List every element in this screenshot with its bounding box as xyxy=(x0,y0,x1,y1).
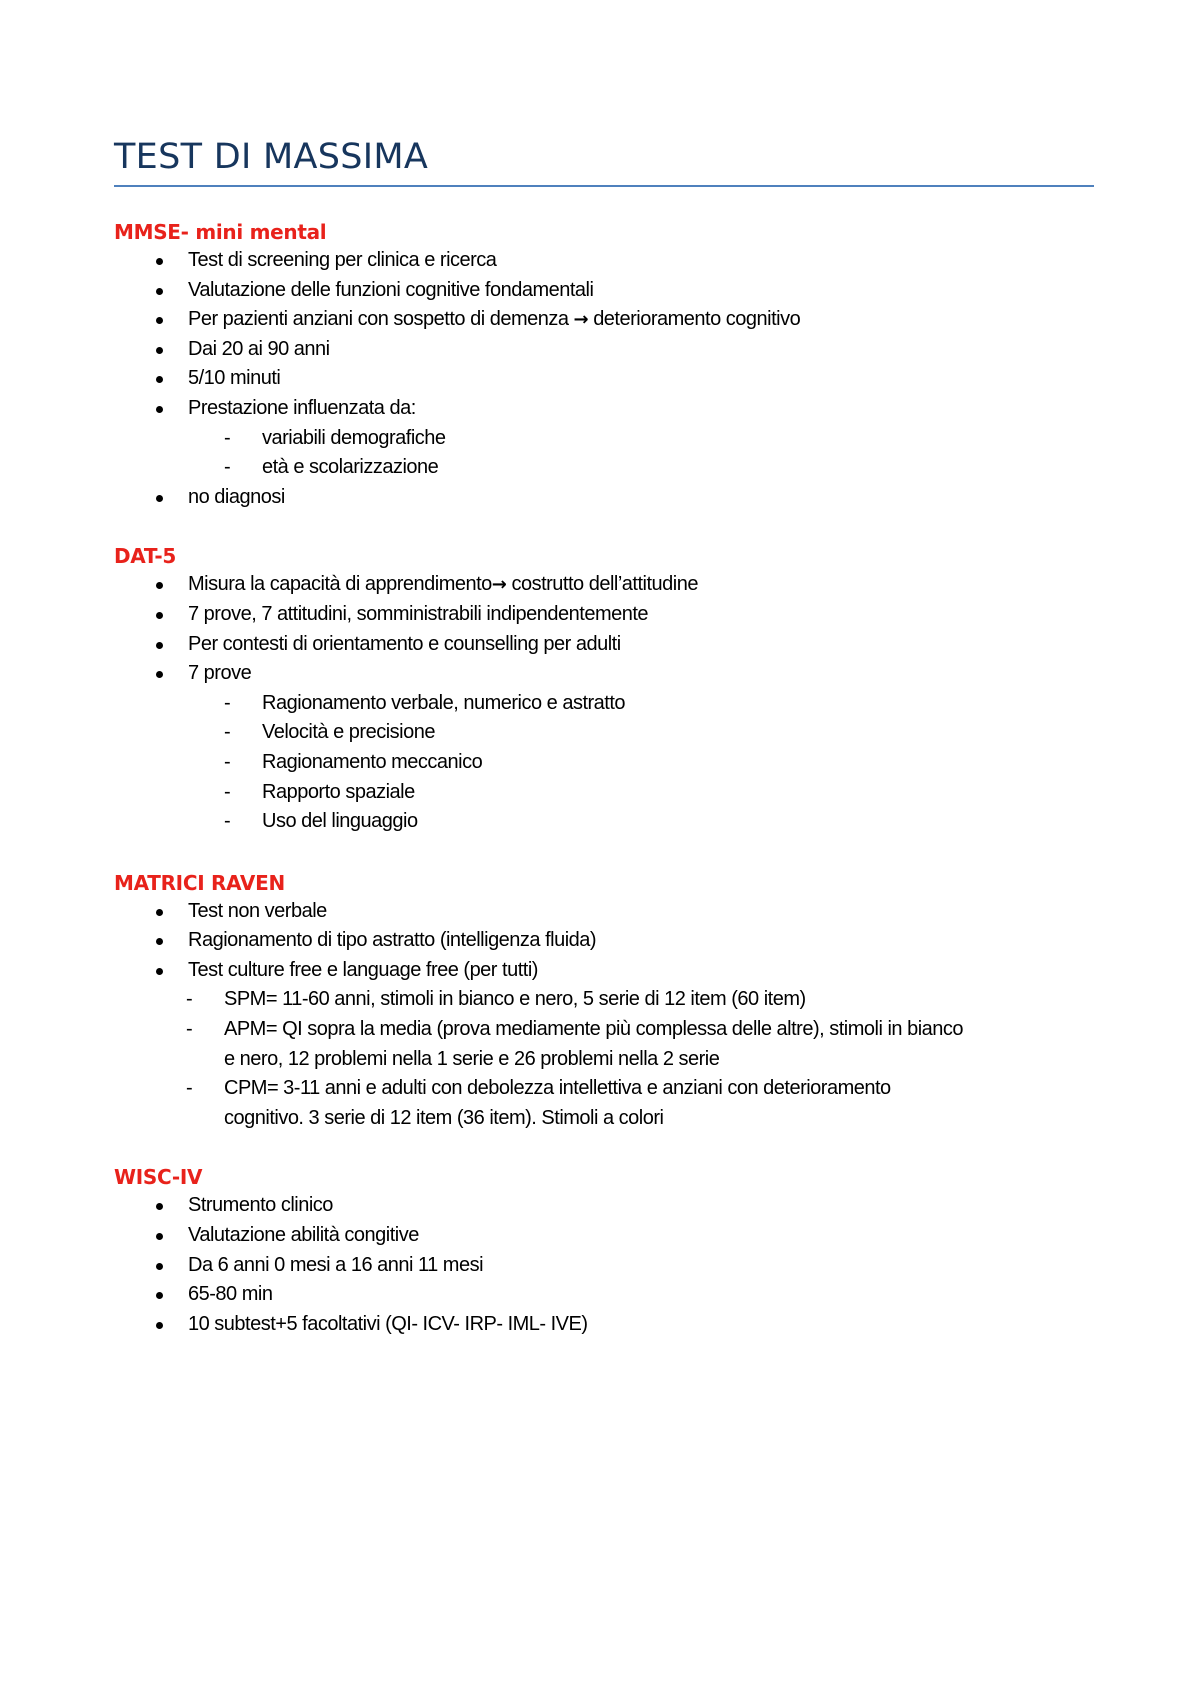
bullet-icon xyxy=(156,1292,163,1299)
dash-list xyxy=(114,424,1094,483)
dash-icon: - xyxy=(224,721,231,744)
list-item: Strumento clinico xyxy=(114,1191,1094,1221)
bullet-icon xyxy=(156,938,163,945)
list-item: 65-80 min xyxy=(114,1280,1094,1310)
list-item: Test di screening per clinica e ricerca xyxy=(114,246,1094,276)
list-item: Valutazione abilità congitive xyxy=(114,1221,1094,1251)
list-item: Per pazienti anziani con sospetto di demenza → deterioramento cognitivo xyxy=(114,305,1094,335)
bullet-icon xyxy=(156,1203,163,1210)
bullet-icon xyxy=(156,347,163,354)
bullet-list xyxy=(114,483,1094,513)
bullet-icon xyxy=(156,582,163,589)
arrow-right-icon: → xyxy=(573,309,589,331)
section-heading: DAT-5 xyxy=(114,544,176,569)
dash-icon: - xyxy=(186,1018,193,1041)
bullet-icon xyxy=(156,612,163,619)
list-item: 10 subtest+5 facoltativi (QI- ICV- IRP- IML- IVE) xyxy=(114,1310,1094,1340)
list-item: Valutazione delle funzioni cognitive fondamentali xyxy=(114,276,1094,306)
list-item: Dai 20 ai 90 anni xyxy=(114,335,1094,365)
section-raven xyxy=(114,869,1094,1134)
dash-list xyxy=(114,689,1094,837)
list-item: 7 prove xyxy=(114,659,1094,689)
list-item: no diagnosi xyxy=(114,483,1094,513)
list-item: 7 prove, 7 attitudini, somministrabili indipendentemente xyxy=(114,600,1094,630)
list-item: Misura la capacità di apprendimento→ costrutto dell’attitudine xyxy=(114,570,1094,600)
bullet-icon xyxy=(156,317,163,324)
dash-icon: - xyxy=(224,780,231,803)
title-underline xyxy=(114,185,1094,187)
document-title: TEST DI MASSIMA xyxy=(114,137,429,177)
list-item: Test culture free e language free (per tutti) xyxy=(114,956,1094,986)
bullet-icon xyxy=(156,1233,163,1240)
dash-icon: - xyxy=(224,750,231,773)
bullet-icon xyxy=(156,1322,163,1329)
list-item: - Uso del linguaggio xyxy=(114,807,1094,837)
bullet-icon xyxy=(156,671,163,678)
bullet-list xyxy=(114,570,1094,688)
section-dat5 xyxy=(114,542,1094,836)
list-item: - età e scolarizzazione xyxy=(114,453,1094,483)
list-item: - Velocità e precisione xyxy=(114,718,1094,748)
bullet-icon xyxy=(156,1263,163,1270)
list-item: Da 6 anni 0 mesi a 16 anni 11 mesi xyxy=(114,1251,1094,1281)
bullet-list xyxy=(114,897,1094,986)
bullet-list xyxy=(114,1191,1094,1339)
dash-icon: - xyxy=(224,810,231,833)
list-item: - CPM= 3-11 anni e adulti con debolezza intellettiva e anziani con deterioramento cognitivo. 3 serie di 12 item (36 item). Stimoli a colori xyxy=(114,1074,1094,1133)
list-item: - Rapporto spaziale xyxy=(114,778,1094,808)
arrow-right-icon: → xyxy=(491,574,507,596)
list-item: 5/10 minuti xyxy=(114,364,1094,394)
bullet-icon xyxy=(156,288,163,295)
bullet-icon xyxy=(156,642,163,649)
list-item: - APM= QI sopra la media (prova mediamente più complessa delle altre), stimoli in bianco e nero, 12 problemi nella 1 serie e 26 problemi nella 2 serie xyxy=(114,1015,1094,1074)
section-heading: MMSE- mini mental xyxy=(114,220,327,244)
section-wisc xyxy=(114,1163,1094,1339)
section-heading: MATRICI RAVEN xyxy=(114,870,285,895)
list-item: - Ragionamento meccanico xyxy=(114,748,1094,778)
bullet-icon xyxy=(156,909,163,916)
list-item: Per contesti di orientamento e counselling per adulti xyxy=(114,630,1094,660)
section-mmse xyxy=(114,218,1094,512)
dash-list xyxy=(114,985,1094,1133)
dash-icon: - xyxy=(224,691,231,714)
dash-icon: - xyxy=(186,1077,193,1100)
document-page xyxy=(114,137,1094,1339)
list-item: Test non verbale xyxy=(114,897,1094,927)
bullet-icon xyxy=(156,258,163,265)
bullet-icon xyxy=(156,376,163,383)
section-heading: WISC-IV xyxy=(114,1165,203,1190)
list-item: Prestazione influenzata da: xyxy=(114,394,1094,424)
list-item: Ragionamento di tipo astratto (intelligenza fluida) xyxy=(114,926,1094,956)
list-item: - Ragionamento verbale, numerico e astratto xyxy=(114,689,1094,719)
bullet-list xyxy=(114,246,1094,424)
dash-icon: - xyxy=(224,456,231,479)
bullet-icon xyxy=(156,968,163,975)
dash-icon: - xyxy=(224,426,231,449)
dash-icon: - xyxy=(186,988,193,1011)
bullet-icon xyxy=(156,406,163,413)
list-item: - SPM= 11-60 anni, stimoli in bianco e nero, 5 serie di 12 item (60 item) xyxy=(114,985,1094,1015)
list-item: - variabili demografiche xyxy=(114,424,1094,454)
bullet-icon xyxy=(156,495,163,502)
